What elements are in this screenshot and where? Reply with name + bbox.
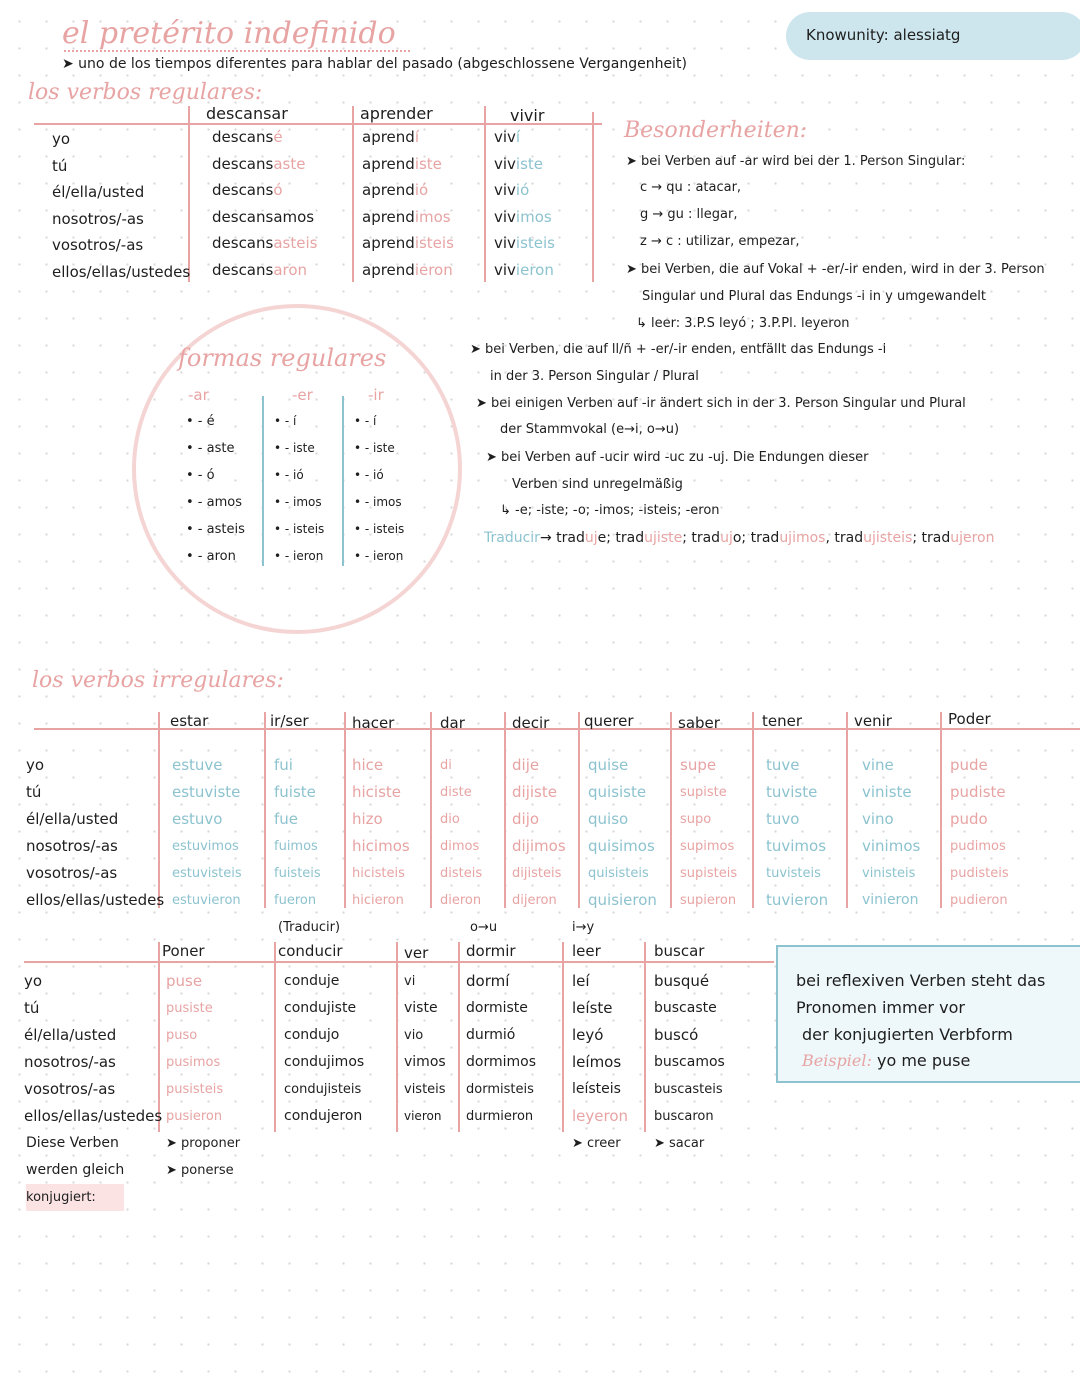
besonder-line: ➤ bei Verben, die auf Vokal + -er/-ir enden, wird in der 3. Person — [626, 262, 1045, 277]
conj-form: descansó — [212, 181, 283, 199]
irr1-divider — [264, 712, 266, 908]
reflexive-line: der konjugierten Verbform — [802, 1025, 1013, 1044]
traducir-form: tradujimos — [750, 530, 826, 546]
conj-form: aprendimos — [362, 207, 451, 226]
besonder-line: der Stammvokal (e→i, o→u) — [500, 422, 680, 437]
irr1-querer: quise quisiste quiso quisimos quisisteis quisieron — [588, 756, 657, 909]
besonder-line: in der 3. Person Singular / Plural — [490, 369, 699, 384]
irr2-header: Poner — [162, 942, 205, 960]
irr2-note: i→y — [572, 920, 595, 935]
irr1-tener: tuve tuviste tuvo tuvimos tuvisteis tuvieron — [766, 756, 829, 909]
conj-form: aprendisteis — [362, 234, 454, 252]
irr2-divider — [458, 942, 460, 1132]
conj-form: descansaste — [212, 154, 306, 173]
irr1-header: dar — [440, 714, 465, 732]
reflexive-note-box — [776, 945, 1080, 1083]
page-title: el pretérito indefinido — [62, 16, 396, 51]
reflexive-line: Pronomen immer vor — [796, 998, 965, 1017]
irr2-dormir: dormí dormiste durmió dormimos dormisteis durmieron — [466, 972, 536, 1124]
conj-form: descansamos — [212, 207, 315, 226]
irr1-divider — [344, 712, 346, 908]
traducir-line: Traducir→ traduje; tradujiste; tradujo; tradujimos, tradujisteis; tradujeron — [484, 530, 995, 546]
irr1-header: hacer — [352, 714, 395, 732]
irregular-table2-line — [24, 961, 774, 963]
irr2-header: ver — [404, 944, 429, 962]
formas-ir: • - í • - iste • - ió • - imos • - isteis • - ieron — [354, 414, 405, 563]
title-underline — [64, 50, 410, 52]
conj-form: aprendió — [362, 181, 429, 199]
irr2-header: buscar — [654, 942, 705, 960]
irr1-header: ir/ser — [270, 712, 309, 730]
irr1-header: tener — [762, 712, 803, 730]
verb-header-aprender: aprender — [360, 104, 433, 123]
formas-label-ar: -ar — [188, 386, 209, 404]
irr1-header: saber — [678, 714, 720, 732]
conj-form: aprendí — [362, 128, 419, 146]
irr2-header: leer — [572, 942, 601, 960]
irr2-ver: vi viste vio vimos visteis vieron — [404, 974, 446, 1123]
conj-vivir — [494, 124, 555, 283]
irr2-header: dormir — [466, 942, 516, 960]
irr1-divider — [578, 712, 580, 908]
besonder-line: Verben sind unregelmäßig — [512, 477, 683, 492]
formas-label-er: -er — [292, 386, 313, 404]
irr1-divider — [670, 712, 672, 908]
conj-form: aprendieron — [362, 260, 453, 279]
pronoun: nosotros/-as — [52, 209, 144, 228]
author-badge — [786, 12, 1080, 60]
reflexive-example: Beispiel: yo me puse — [802, 1051, 971, 1070]
irr2-note: (Traducir) — [278, 920, 341, 935]
intro-text: ➤ uno de los tiempos diferentes para hablar del pasado (abgeschlossene Vergangenheit) — [62, 56, 687, 72]
conj-form: vivisteis — [494, 234, 555, 252]
reflexive-line: bei reflexiven Verben steht das — [796, 971, 1046, 990]
formas-ar: • - é • - aste • - ó • - amos • - asteis • - aron — [186, 414, 245, 564]
besonder-line: ➤ bei Verben auf -ar wird bei der 1. Person Singular: — [626, 154, 966, 169]
verb-header-descansar: descansar — [206, 104, 288, 123]
pronoun: vosotros/-as — [52, 236, 144, 254]
conj-form: descansaron — [212, 260, 308, 279]
besonderheiten-heading: Besonderheiten: — [624, 118, 808, 143]
regular-pronouns — [52, 126, 190, 285]
conj-form: viviste — [494, 154, 544, 173]
irr2-note: o→u — [470, 920, 498, 935]
irr1-header: venir — [854, 712, 892, 730]
pronoun: tú — [52, 156, 68, 175]
conj-form: descansé — [212, 128, 283, 146]
conj-form: vivió — [494, 181, 530, 199]
irr1-divider — [846, 712, 848, 908]
conj-form: vivieron — [494, 260, 554, 279]
conj-descansar — [212, 124, 317, 283]
irr2-divider — [396, 942, 398, 1132]
irr1-pronouns: yo tú él/ella/usted nosotros/-as vosotros/-as ellos/ellas/ustedes — [26, 756, 165, 909]
irr2-side-note: Diese Verben werden gleich konjugiert: — [26, 1130, 124, 1211]
conj-aprender — [362, 124, 454, 283]
irr2-buscar: busqué buscaste buscó buscamos buscasteis buscaron ➤ sacar — [654, 972, 725, 1151]
irr2-conducir: conduje condujiste condujo condujimos condujisteis condujeron — [284, 973, 365, 1124]
pronoun: ellos/ellas/ustedes — [52, 262, 191, 281]
regular-heading: los verbos regulares: — [28, 80, 263, 105]
besonder-line: ➤ bei Verben, die auf ll/ñ + -er/-ir enden, entfällt das Endungs -i — [470, 342, 887, 357]
irr1-irser: fui fuiste fue fuimos fuisteis fueron — [274, 756, 321, 908]
irr1-hacer: hice hiciste hizo hicimos hicisteis hicieron — [352, 756, 410, 908]
irr1-divider — [752, 712, 754, 908]
irr1-divider — [430, 712, 432, 908]
traducir-label: Traducir — [484, 530, 540, 546]
irr1-divider — [504, 712, 506, 908]
besonder-line: Singular und Plural das Endungs -i in y umgewandelt — [642, 289, 986, 304]
irr2-header: conducir — [278, 942, 343, 960]
traducir-form: tradujeron — [921, 530, 995, 546]
irr1-venir: vine viniste vino vinimos vinisteis vinieron — [862, 756, 921, 908]
besonder-line: ↳ leer: 3.P.S leyó ; 3.P.Pl. leyeron — [636, 316, 850, 331]
formas-label-ir: -ir — [368, 386, 384, 404]
irr1-header: querer — [584, 712, 634, 730]
irr1-header: estar — [170, 712, 209, 730]
regular-col-divider — [484, 106, 486, 282]
irr2-divider — [562, 942, 564, 1132]
irr1-saber: supe supiste supo supimos supisteis supieron — [680, 756, 738, 908]
formas-er: • - í • - iste • - ió • - imos • - isteis • - ieron — [274, 414, 325, 563]
besonder-line: ↳ -e; -iste; -o; -imos; -isteis; -eron — [500, 503, 720, 518]
conj-form: vivimos — [494, 207, 552, 226]
besonder-line: z → c : utilizar, empezar, — [640, 234, 800, 249]
conj-form: descansasteis — [212, 234, 318, 252]
traducir-form: tradujo — [691, 530, 742, 546]
traducir-form: tradujiste — [615, 530, 683, 546]
traducir-form: tradujisteis — [834, 530, 913, 546]
besonder-line: ➤ bei einigen Verben auf -ir ändert sich in der 3. Person Singular und Plural — [476, 396, 966, 411]
besonder-line: g → gu : llegar, — [640, 207, 738, 222]
irr2-leer: leí leíste leyó leímos leísteis leyeron ➤ creer — [572, 972, 629, 1151]
irr2-divider — [644, 942, 646, 1132]
irr1-header: decir — [512, 714, 550, 732]
irr2-poner: puse pusiste puso pusimos pusisteis pusieron ➤ proponer ➤ ponerse — [166, 972, 241, 1178]
conj-form: aprendiste — [362, 154, 442, 173]
irregular-heading: los verbos irregulares: — [32, 668, 284, 693]
pronoun: yo — [52, 130, 71, 148]
conj-form: viví — [494, 128, 521, 146]
formas-divider — [262, 396, 264, 566]
besonder-line: c → qu : atacar, — [640, 180, 742, 195]
besonder-line: ➤ bei Verben auf -ucir wird -uc zu -uj. Die Endungen dieser — [486, 450, 869, 465]
regular-col-divider — [592, 112, 594, 282]
irr1-divider — [940, 712, 942, 908]
regular-col-divider — [352, 106, 354, 282]
verb-header-vivir: vivir — [510, 106, 545, 125]
pronoun: él/ella/usted — [52, 183, 145, 201]
irr1-header: Poder — [948, 710, 991, 728]
formas-divider — [342, 396, 344, 566]
author-badge-text: Knowunity: alessiatg — [806, 26, 961, 44]
irr1-poder: pude pudiste pudo pudimos pudisteis pudieron — [950, 756, 1009, 908]
traducir-form: traduje — [556, 530, 607, 546]
irr2-pronouns: yo tú él/ella/usted nosotros/-as vosotros/-as ellos/ellas/ustedes — [24, 972, 163, 1125]
irr2-divider — [274, 942, 276, 1132]
irr1-estar: estuve estuviste estuvo estuvimos estuvisteis estuvieron — [172, 756, 242, 908]
formas-heading: formas regulares — [178, 344, 387, 372]
irr1-dar: di diste dio dimos disteis dieron — [440, 758, 483, 908]
irr1-decir: dije dijiste dijo dijimos dijisteis dijeron — [512, 756, 566, 908]
